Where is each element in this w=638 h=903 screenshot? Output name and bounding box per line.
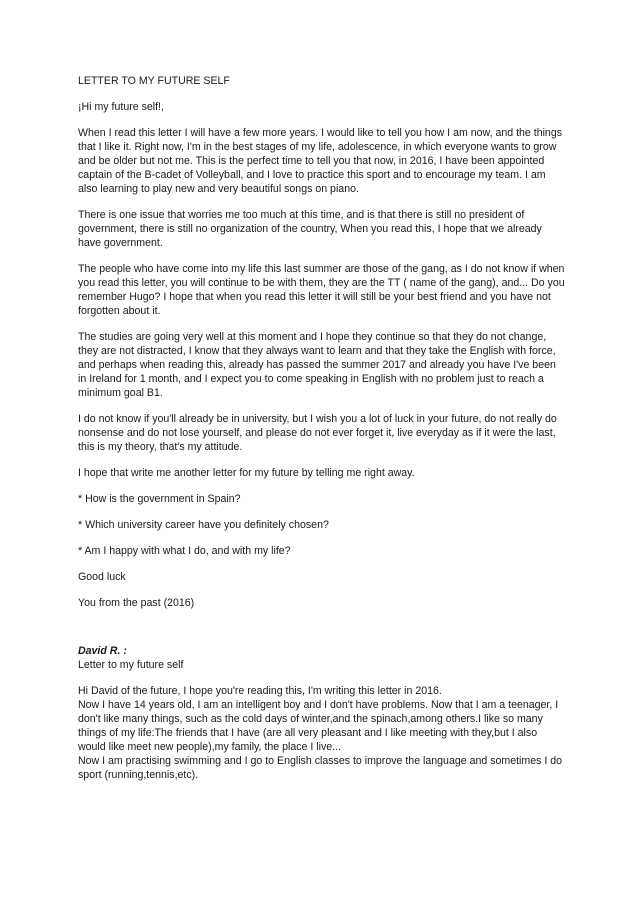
closing: Good luck bbox=[78, 571, 126, 583]
letter2-paragraph-3: Now I am practising swimming and I go to English classes to improve the language and sometimes I do sport (running,tennis,etc). bbox=[78, 755, 563, 781]
letter2-paragraph-1: Hi David of the future, I hope you're reading this, I'm writing this letter in 2016. bbox=[78, 685, 442, 697]
document-body bbox=[78, 74, 566, 782]
question-2: * Which university career have you definitely chosen? bbox=[78, 519, 329, 531]
letter-title: LETTER TO MY FUTURE SELF bbox=[78, 75, 230, 87]
paragraph-5: I do not know if you'll already be in university, but I wish you a lot of luck in your future, do not really do nonsense and do not lose yourself, and please do not ever forget it, live everyday as if it were the last, this is my theory, that's my attitude. bbox=[78, 413, 557, 453]
question-3: * Am I happy with what I do, and with my life? bbox=[78, 545, 291, 557]
paragraph-1: When I read this letter I will have a few more years. I would like to tell you how I am now, and the things that I like it. Right now, I'm in the best stages of my life, adolescence, in which everyone wants to grow and be older but not me. This is the perfect time to tell you that now, in 2016, I have been appointed captain of the B-cadet of Volleyball, and I love to practice this sport and to encourage my team. I am also learning to play new and very beautiful songs on piano. bbox=[78, 127, 563, 195]
signoff: You from the past (2016) bbox=[78, 597, 195, 609]
author-heading: David R. : bbox=[78, 645, 127, 657]
letter2-paragraph-2: Now I have 14 years old, I am an intelligent boy and I don't have problems. Now that I am a teenager, I don't like many things, such as the cold days of winter,and the spinach,among others.I like so many things of my life:The friends that I have (are all very pleasant and I like meeting with they,but I also would like meet new people),my family, the place I live... bbox=[78, 699, 559, 753]
question-1: * How is the government in Spain? bbox=[78, 493, 241, 505]
paragraph-6: I hope that write me another letter for my future by telling me right away. bbox=[78, 467, 415, 479]
greeting: ¡Hi my future self!, bbox=[78, 101, 164, 113]
letter2-subtitle: Letter to my future self bbox=[78, 659, 184, 671]
paragraph-2: There is one issue that worries me too much at this time, and is that there is still no president of government, there is still no organization of the country, When you read this, I hope that we already have government. bbox=[78, 209, 542, 249]
paragraph-3: The people who have come into my life this last summer are those of the gang, as I do not know if when you read this letter, you will continue to be with them, they are the TT ( name of the gang), and... Do you remember Hugo? I hope that when you read this letter it will still be your best friend and you have not forgotten about it. bbox=[78, 263, 565, 317]
paragraph-4: The studies are going very well at this moment and I hope they continue so that they do not change, they are not distracted, I know that they always want to learn and that they take the English with force, and perhaps when reading this, already has passed the summer 2017 and already you have I've been in Ireland for 1 month, and I expect you to come speaking in English with no problem just to reach a minimum goal B1. bbox=[78, 331, 556, 399]
